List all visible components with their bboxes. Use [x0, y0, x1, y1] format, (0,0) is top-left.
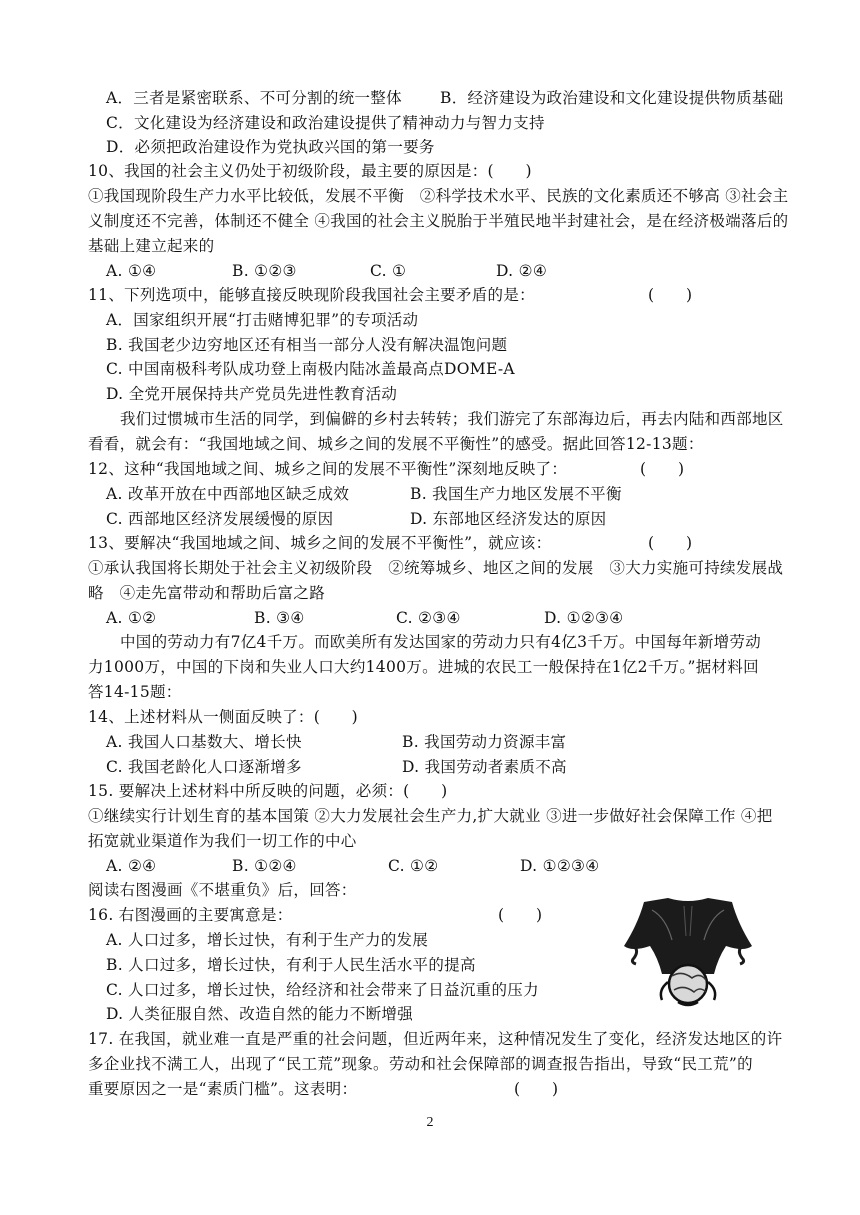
material-12-13-line2: 看看，就会有：“我国地域之间、城乡之间的发展不平衡性”的感受。据此回答12-13题：	[88, 435, 704, 453]
q11-option-a: A．国家组织开展“打击赌博犯罪”的专项活动	[106, 311, 419, 329]
q17-answer-blank: ( )	[514, 1080, 559, 1098]
q10-statements-line1: ①我国现阶段生产力水平比较低，发展不平衡 ②科学技术水平、民族的文化素质还不够高 ③社会主	[88, 187, 789, 205]
q16-option-b: B. 人口过多，增长过快，有利于人民生活水平的提高	[106, 956, 476, 974]
page-number: 2	[426, 1115, 434, 1130]
q14-stem: 14、上述材料从一侧面反映了：( )	[88, 708, 359, 726]
q11-option-b: B. 我国老少边穷地区还有相当一部分人没有解决温饱问题	[106, 336, 508, 354]
q16-option-a: A. 人口过多，增长过快，有利于生产力的发展	[106, 931, 429, 949]
q16-stem: 16. 右图漫画的主要寓意是：	[88, 906, 293, 924]
q9-option-a: A．三者是紧密联系、不可分割的统一整体	[106, 89, 402, 107]
q9-option-d: D．必须把政治建设作为党执政兴国的第一要务	[106, 138, 435, 156]
comic-reading-instruction: 阅读右图漫画《不堪重负》后，回答：	[88, 881, 357, 899]
q9-option-c: C．文化建设为经济建设和政治建设提供了精神动力与智力支持	[106, 114, 545, 132]
q17-stem-line2: 多企业找不满工人，出现了“民工荒”现象。劳动和社会保障部的调查报告指出，导致“民工荒”的	[88, 1055, 753, 1073]
material-14-15-line1: 中国的劳动力有7亿4千万。而欧美所有发达国家的劳动力只有4亿3千万。中国每年新增劳动	[120, 633, 762, 651]
q12-choice-a: A. 改革开放在中西部地区缺乏成效	[106, 485, 350, 503]
comic-image	[622, 896, 754, 1008]
q13-answer-blank: ( )	[648, 534, 693, 552]
q13-statements-line2: 略 ④走先富带动和帮助后富之路	[88, 584, 326, 602]
q12-choice-b: B. 我国生产力地区发展不平衡	[410, 485, 622, 503]
q10-statements-line2: 义制度还不完善，体制还不健全 ④我国的社会主义脱胎于半殖民地半封建社会，是在经济极端落后的	[88, 212, 789, 230]
q12-answer-blank: ( )	[640, 460, 685, 478]
material-12-13-line1: 我们过惯城市生活的同学，到偏僻的乡村去转转；我们游完了东部海边后，再去内陆和西部地区	[120, 410, 784, 428]
q15-choice-c: C. ①②	[388, 857, 439, 875]
q11-stem: 11、下列选项中，能够直接反映现阶段我国社会主要矛盾的是：	[88, 286, 535, 304]
q10-stem: 10、我国的社会主义仍处于初级阶段，最主要的原因是：( )	[88, 162, 532, 180]
q13-choice-c: C. ②③④	[396, 609, 461, 627]
q10-choice-c: C. ①	[370, 262, 407, 280]
q10-choice-a: A. ①④	[106, 262, 157, 280]
q13-choice-a: A. ①②	[106, 609, 157, 627]
q16-option-c: C. 人口过多，增长过快，给经济和社会带来了日益沉重的压力	[106, 981, 539, 999]
q14-choice-b: B. 我国劳动力资源丰富	[402, 733, 567, 751]
material-14-15-line3: 答14-15题：	[88, 683, 182, 701]
q12-stem: 12、这种“我国地域之间、城乡之间的发展不平衡性”深刻地反映了：	[88, 460, 568, 478]
q14-choice-d: D. 我国劳动者素质不高	[402, 758, 567, 776]
q15-stem: 15. 要解决上述材料中所反映的问题，必须：( )	[88, 782, 448, 800]
q13-statements-line1: ①承认我国将长期处于社会主义初级阶段 ②统筹城乡、地区之间的发展 ③大力实施可持续发展战	[88, 559, 784, 577]
q12-choice-d: D. 东部地区经济发达的原因	[410, 510, 607, 528]
q11-answer-blank: ( )	[648, 286, 693, 304]
q15-choice-b: B. ①②④	[232, 857, 297, 875]
q12-choice-c: C. 西部地区经济发展缓慢的原因	[106, 510, 334, 528]
q10-choice-b: B. ①②③	[232, 262, 297, 280]
q15-choice-a: A. ②④	[106, 857, 157, 875]
q17-stem-line3: 重要原因之一是“素质门槛”。这表明：	[88, 1080, 358, 1098]
q10-choice-d: D. ②④	[496, 262, 548, 280]
q14-choice-c: C. 我国老龄化人口逐渐增多	[106, 758, 302, 776]
q15-statements-line2: 拓宽就业渠道作为我们一切工作的中心	[88, 832, 357, 850]
material-14-15-line2: 力1000万，中国的下岗和失业人口大约1400万。进城的农民工一般保持在1亿2千万。”据材料回	[88, 658, 759, 676]
q11-option-c: C. 中国南极科考队成功登上南极内陆冰盖最高点DOME-A	[106, 360, 515, 378]
q15-statements-line1: ①继续实行计划生育的基本国策 ②大力发展社会生产力,扩大就业 ③进一步做好社会保障工作 ④把	[88, 807, 773, 825]
q13-choice-d: D. ①②③④	[544, 609, 624, 627]
q16-option-d: D. 人类征服自然、改造自然的能力不断增强	[106, 1005, 414, 1023]
q16-answer-blank: ( )	[498, 906, 543, 924]
q11-option-d: D. 全党开展保持共产党员先进性教育活动	[106, 385, 398, 403]
q14-choice-a: A. 我国人口基数大、增长快	[106, 733, 302, 751]
q10-statements-line3: 基础上建立起来的	[88, 237, 215, 255]
q9-option-b: B．经济建设为政治建设和文化建设提供物质基础	[440, 89, 784, 107]
q13-choice-b: B. ③④	[254, 609, 305, 627]
q13-stem: 13、要解决“我国地域之间、城乡之间的发展不平衡性”，就应该：	[88, 534, 552, 552]
q17-stem-line1: 17. 在我国，就业难一直是严重的社会问题，但近两年来，这种情况发生了变化，经济发达地区的许	[88, 1030, 783, 1048]
q15-choice-d: D. ①②③④	[520, 857, 600, 875]
